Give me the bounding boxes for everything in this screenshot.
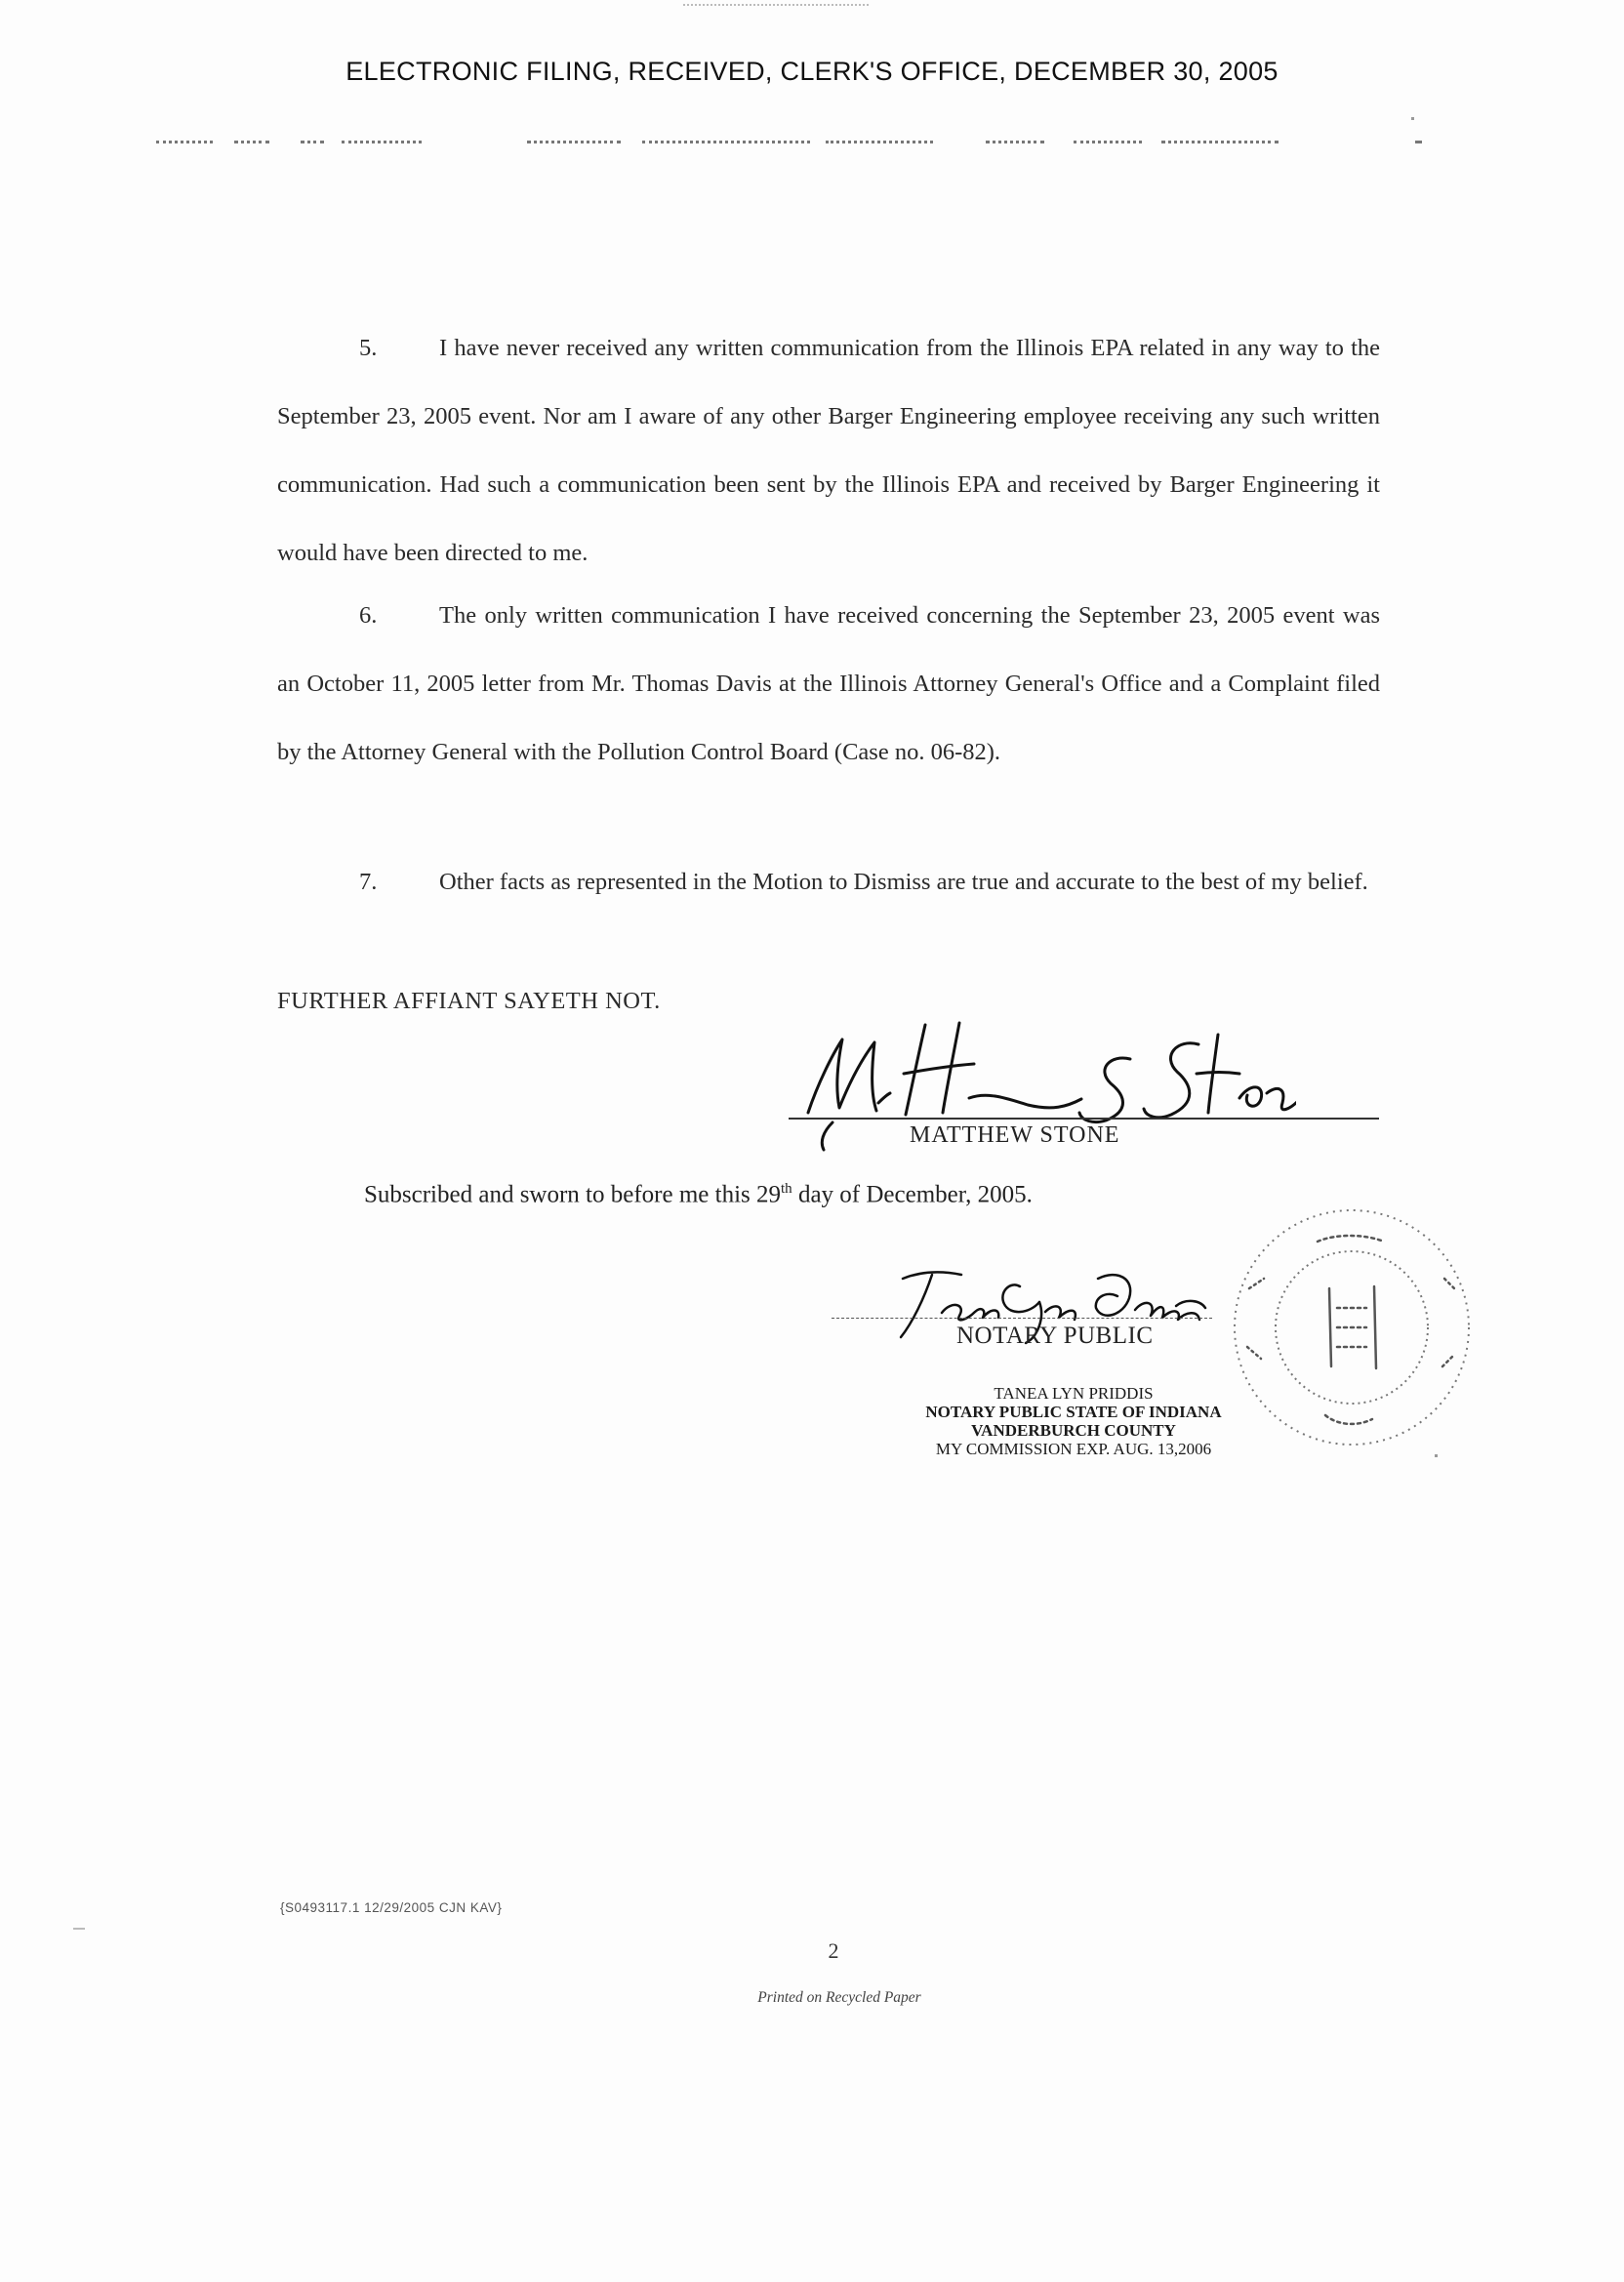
paragraph-7 (277, 848, 1380, 917)
filing-stamp: ELECTRONIC FILING, RECEIVED, CLERK'S OFFICE, DECEMBER 30, 2005 (345, 57, 1279, 86)
fax-header-artifact (156, 135, 1464, 160)
jurat-statement (364, 1181, 1033, 1208)
notary-title: NOTARY PUBLIC (956, 1323, 1154, 1349)
notary-state: NOTARY PUBLIC STATE OF INDIANA (925, 1403, 1222, 1421)
paragraph-text: Other facts as represented in the Motion to Dismiss are true and accurate to the best of my belief. (439, 869, 1368, 895)
notary-county: VANDERBURCH COUNTY (971, 1421, 1176, 1440)
paragraph-number: 7. (359, 869, 378, 895)
scan-artifact (1435, 1454, 1438, 1457)
notary-signature-line (832, 1318, 1212, 1319)
scan-artifact (1411, 117, 1414, 120)
paragraph-text: I have never received any written communication from the Illinois EPA related in any way to the September 23, 2005 event. Nor am I aware of any other Barger Engineering employee receiving any such written communication. Had such a communication been sent by the Illinois EPA and received by Barger Engineering it would have been directed to me. (277, 335, 1380, 566)
jurat-text: Subscribed and sworn to before me this 29 (364, 1181, 782, 1208)
paragraph-number: 5. (359, 335, 378, 361)
further-affiant-statement: FURTHER AFFIANT SAYETH NOT. (277, 988, 661, 1014)
affiant-name: MATTHEW STONE (910, 1122, 1120, 1148)
scan-artifact (73, 1928, 85, 1930)
jurat-ordinal: th (781, 1181, 792, 1197)
paragraph-5 (277, 314, 1380, 588)
notary-name: TANEA LYN PRIDDIS (994, 1384, 1154, 1403)
page-number: 2 (828, 1938, 839, 1963)
scan-artifact (683, 4, 869, 9)
document-reference: {S0493117.1 12/29/2005 CJN KAV} (280, 1900, 503, 1915)
notary-seal-icon (1210, 1181, 1493, 1474)
paragraph-6 (277, 582, 1380, 787)
notary-commission: MY COMMISSION EXP. AUG. 13,2006 (935, 1440, 1212, 1458)
affiant-signature-line (789, 1118, 1379, 1120)
recycled-paper-note: Printed on Recycled Paper (757, 1989, 921, 2006)
paragraph-text: The only written communication I have received concerning the September 23, 2005 event was an October 11, 2005 letter from Mr. Thomas Davis at the Illinois Attorney General's Office and a Complaint filed by the Attorney General with the Pollution Control Board (Case no. 06-82). (277, 602, 1380, 765)
paragraph-number: 6. (359, 602, 378, 629)
jurat-text-end: day of December, 2005. (792, 1181, 1033, 1208)
